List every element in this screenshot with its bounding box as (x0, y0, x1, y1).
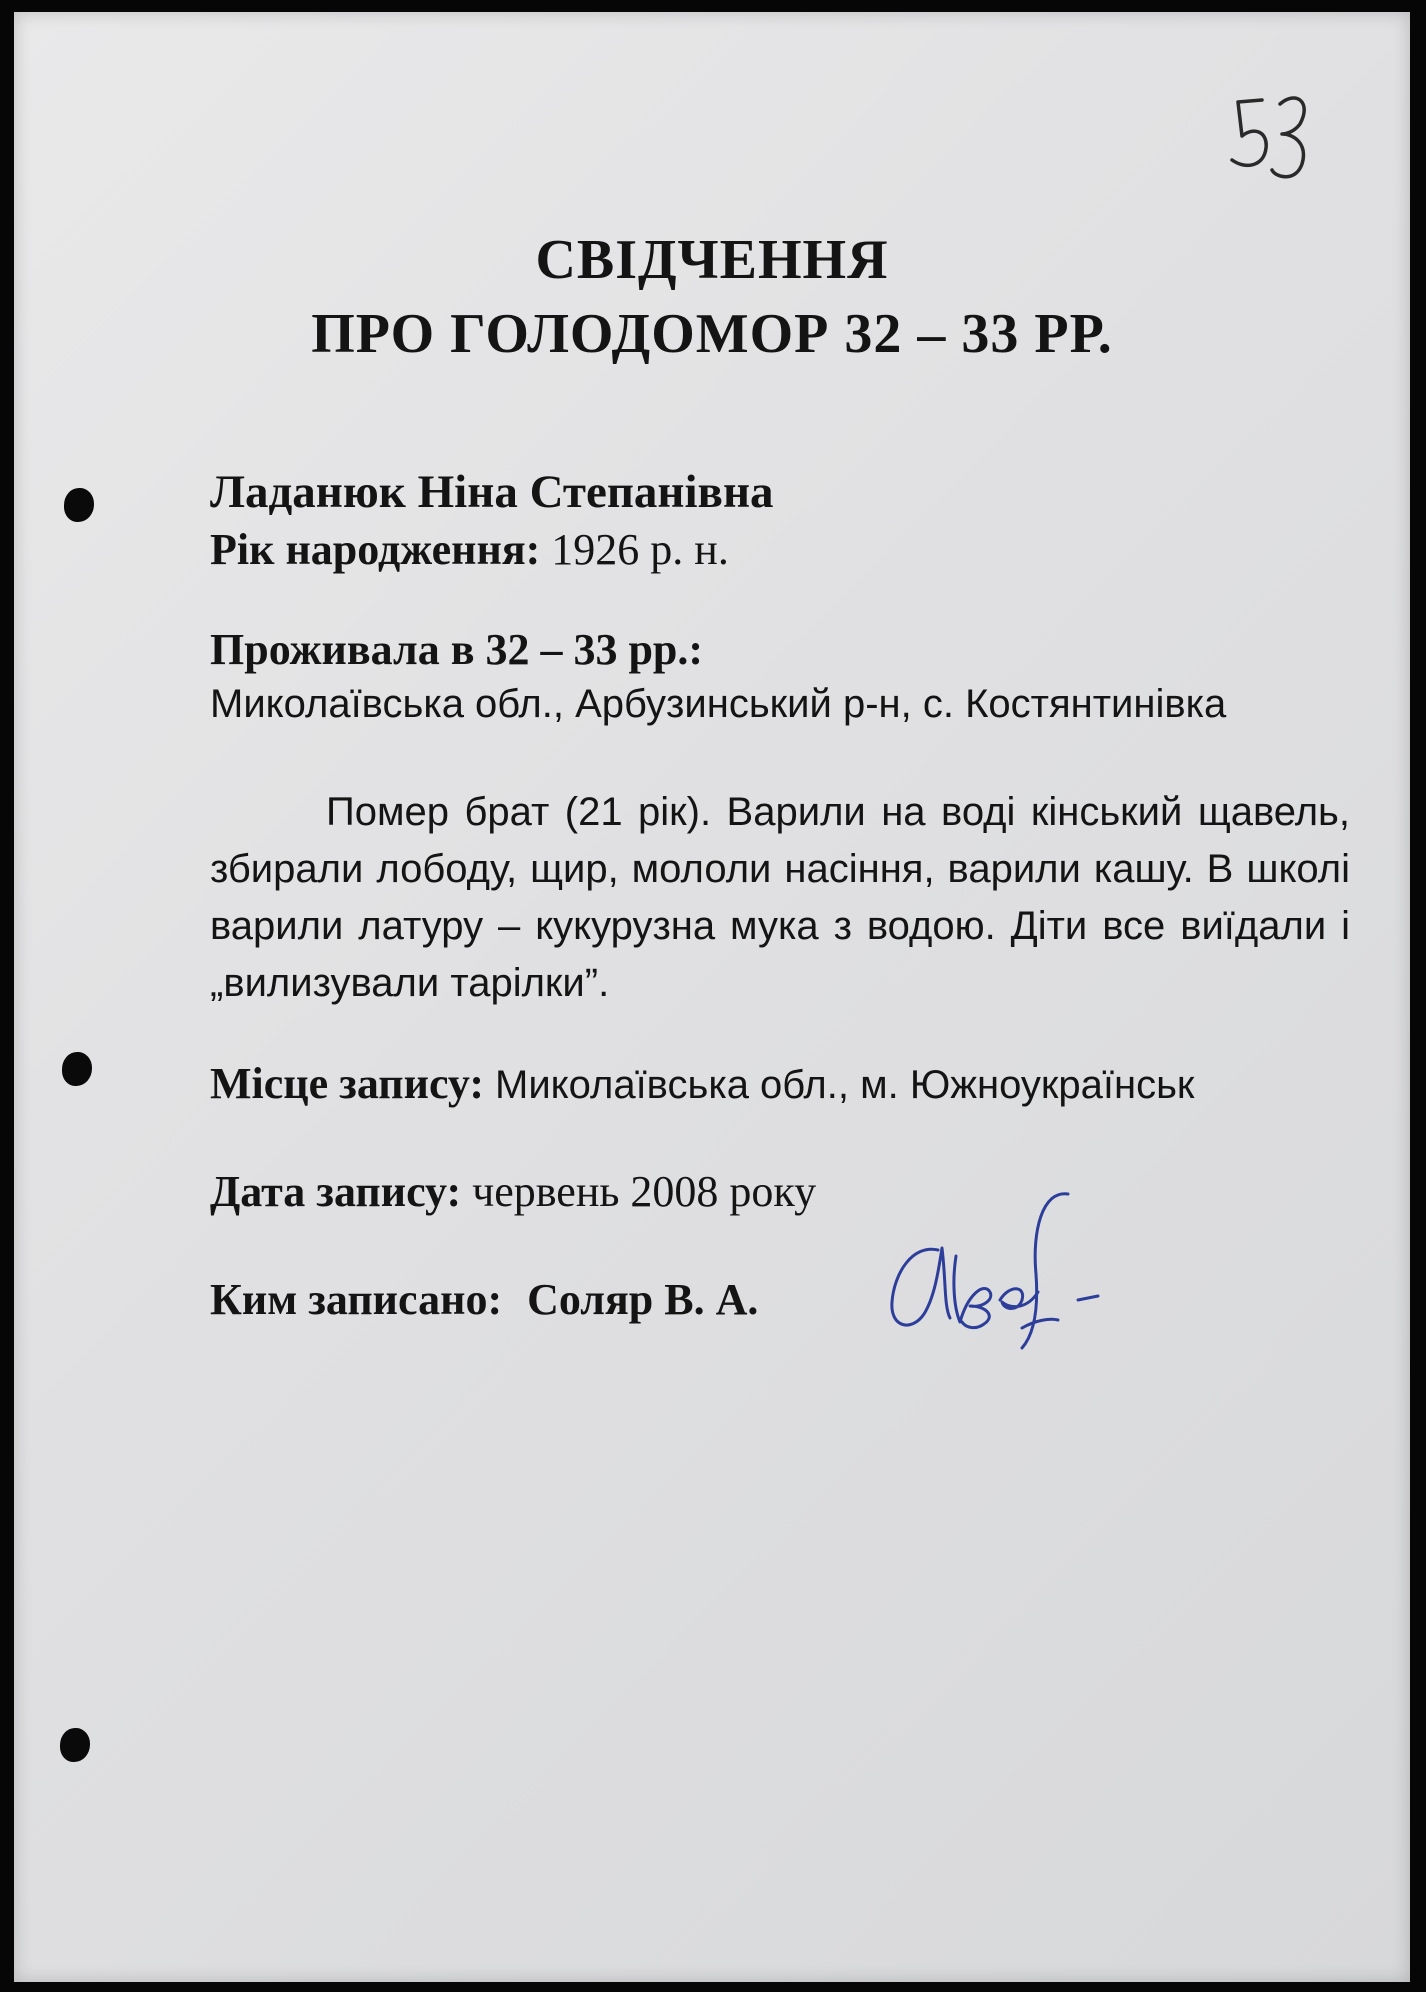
residence-label: Проживала в 32 – 33 рр.: (210, 625, 704, 674)
handwritten-page-number (1224, 82, 1314, 192)
birth-label: Рік народження: (210, 525, 541, 574)
residence-place: Миколаївська обл., Арбузинський р-н, с. Костянтинівка (210, 682, 1227, 726)
record-place-value: Миколаївська обл., м. Южноукраїнськ (495, 1063, 1195, 1107)
document-page (14, 12, 1410, 1982)
punch-hole (64, 488, 94, 522)
record-date-row (210, 1166, 816, 1218)
testimony-text: Помер брат (21 рік). Варили на воді кінський щавель, збирали лободу, щир, мололи насіння, варили кашу. В школі варили латуру – кукурузна мука з водою. Діти все виїдали і „вилизували тарілки”. (210, 790, 1350, 1005)
record-place-row (210, 1058, 1194, 1111)
punch-hole (60, 1728, 90, 1762)
handwritten-signature (872, 1182, 1112, 1352)
record-date-value: червень 2008 року (472, 1167, 817, 1216)
punch-hole (62, 1052, 92, 1086)
recorded-by-value: Соляр В. А. (527, 1275, 759, 1324)
recorded-by-row (210, 1274, 758, 1326)
document-title-line-1: СВІДЧЕННЯ (535, 229, 889, 291)
record-place-label: Місце запису: (210, 1059, 484, 1108)
record-date-label: Дата запису: (210, 1167, 462, 1216)
recorded-by-label: Ким записано: (210, 1275, 503, 1324)
person-name: Ладанюк Ніна Степанівна (210, 466, 774, 518)
birth-year-row (210, 524, 729, 576)
document-title-line-2: ПРО ГОЛОДОМОР 32 – 33 РР. (311, 303, 1113, 365)
birth-value: 1926 р. н. (551, 525, 729, 574)
